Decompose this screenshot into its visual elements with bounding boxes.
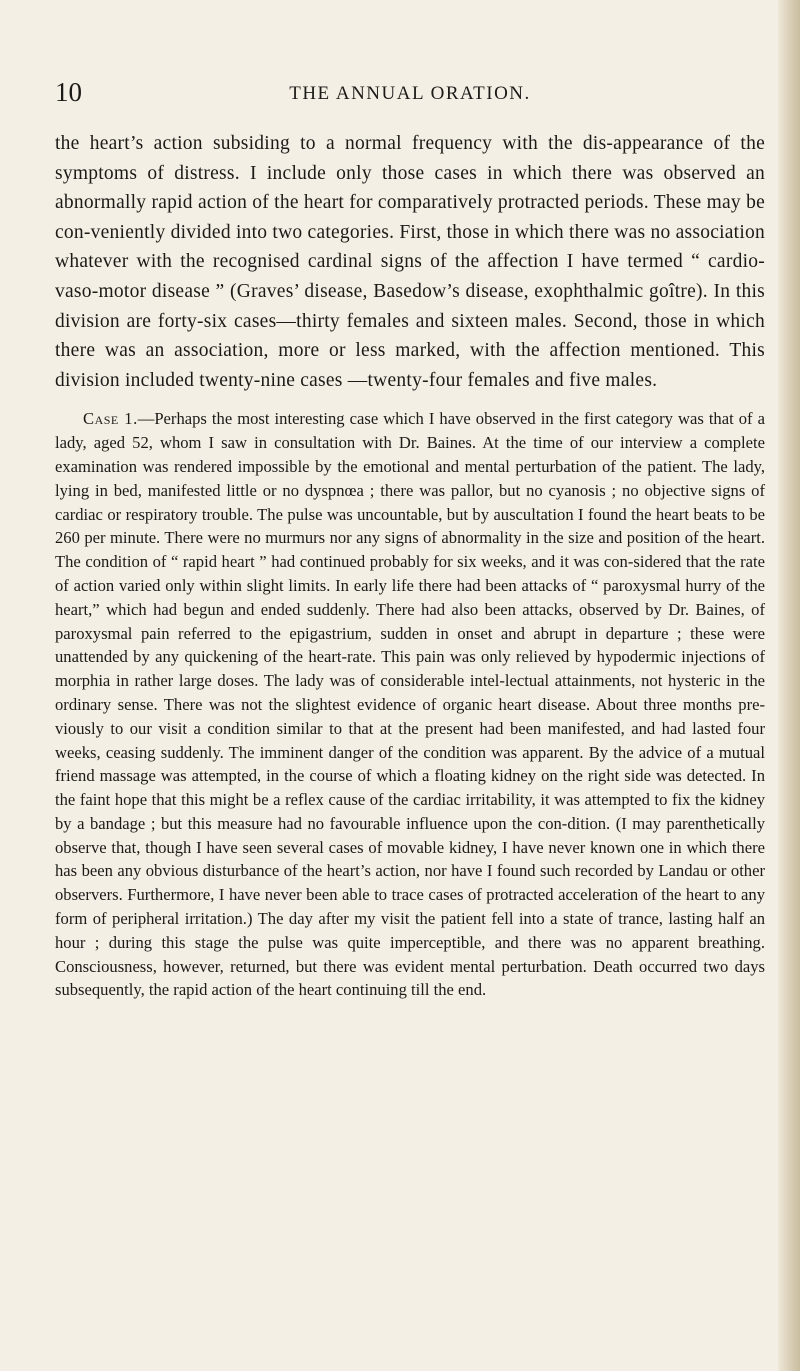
page-edge <box>778 0 800 1371</box>
case-label: Case 1. <box>83 409 138 429</box>
page-number: 10 <box>55 77 82 107</box>
case-report <box>55 407 765 1002</box>
opening-paragraph: the heart’s action subsiding to a normal frequency with the dis-appearance of the symptoms of distress. I include only those cases in which there was observed an abnormally rapid action of the heart for comparatively protracted periods. These may be con-veniently divided into two categories. First, those in which there was no association whatever with the recognised cardinal signs of the affection I have termed “ cardio-vaso-motor disease ” (Graves’ disease, Basedow’s disease, exophthalmic goître). In this division are forty-six cases—thirty females and sixteen males. Second, those in which there was an association, more or less marked, with the affection mentioned. This division included twenty-nine cases —twenty-four females and five males. <box>55 133 766 391</box>
case-text: —Perhaps the most interesting case which I have observed in the first category was that of a lady, aged 52, whom I saw in consultation with Dr. Baines. At the time of our interview a complete examination was rendered impossible by the emotional and mental perturbation of the patient. The lady, lying in bed, manifested little or no dyspnœa ; there was pallor, but no cyanosis ; no objective signs of cardiac or respiratory trouble. The pulse was uncountable, but by auscultation I found the heart beats to be 260 per minute. There were no murmurs nor any signs of abnormality in the size and position of the heart. The condition of “ rapid heart ” had continued probably for six weeks, and it was con-sidered that the rate of action varied only within slight limits. In early life there had been attacks of “ paroxysmal hurry of the heart,” which had begun and ended suddenly. There had also been attacks, observed by Dr. Baines, of paroxysmal pain referred to the epigastrium, sudden in onset and abrupt in departure ; these were unattended by any quickening of the heart-rate. This pain was only relieved by hypodermic injections of morphia in rather large doses. The lady was of considerable intel-lectual attainments, not hysteric in the ordinary sense. There was not the slightest evidence of organic heart disease. About three months pre-viously to our visit a condition similar to that at the present had been manifested, and had lasted four weeks, ceasing suddenly. The imminent danger of the condition was apparent. By the advice of a mutual friend massage was attempted, in the course of which a floating kidney on the right side was detected. In the faint hope that this might be a reflex cause of the cardiac irritability, it was attempted to fix the kidney by a bandage ; but this measure had no favourable influence upon the con-dition. (I may parenthetically observe that, though I have seen several cases of movable kidney, I have never known one in which there has been any obvious disturbance of the heart’s action, nor have I found such recorded by Landau or other observers. Furthermore, I have never been able to trace cases of protracted acceleration of the heart to any form of peripheral irritation.) The day after my visit the patient fell into a state of trance, lasting half an hour ; during this stage the pulse was quite imperceptible, and there was no apparent breathing. Consciousness, however, returned, but there was evident mental perturbation. Death occurred two days subsequently, the rapid action of the heart continuing till the end. <box>55 409 765 1000</box>
book-page <box>55 75 765 1002</box>
running-title: THE ANNUAL ORATION. <box>289 83 531 104</box>
running-head <box>55 75 765 115</box>
